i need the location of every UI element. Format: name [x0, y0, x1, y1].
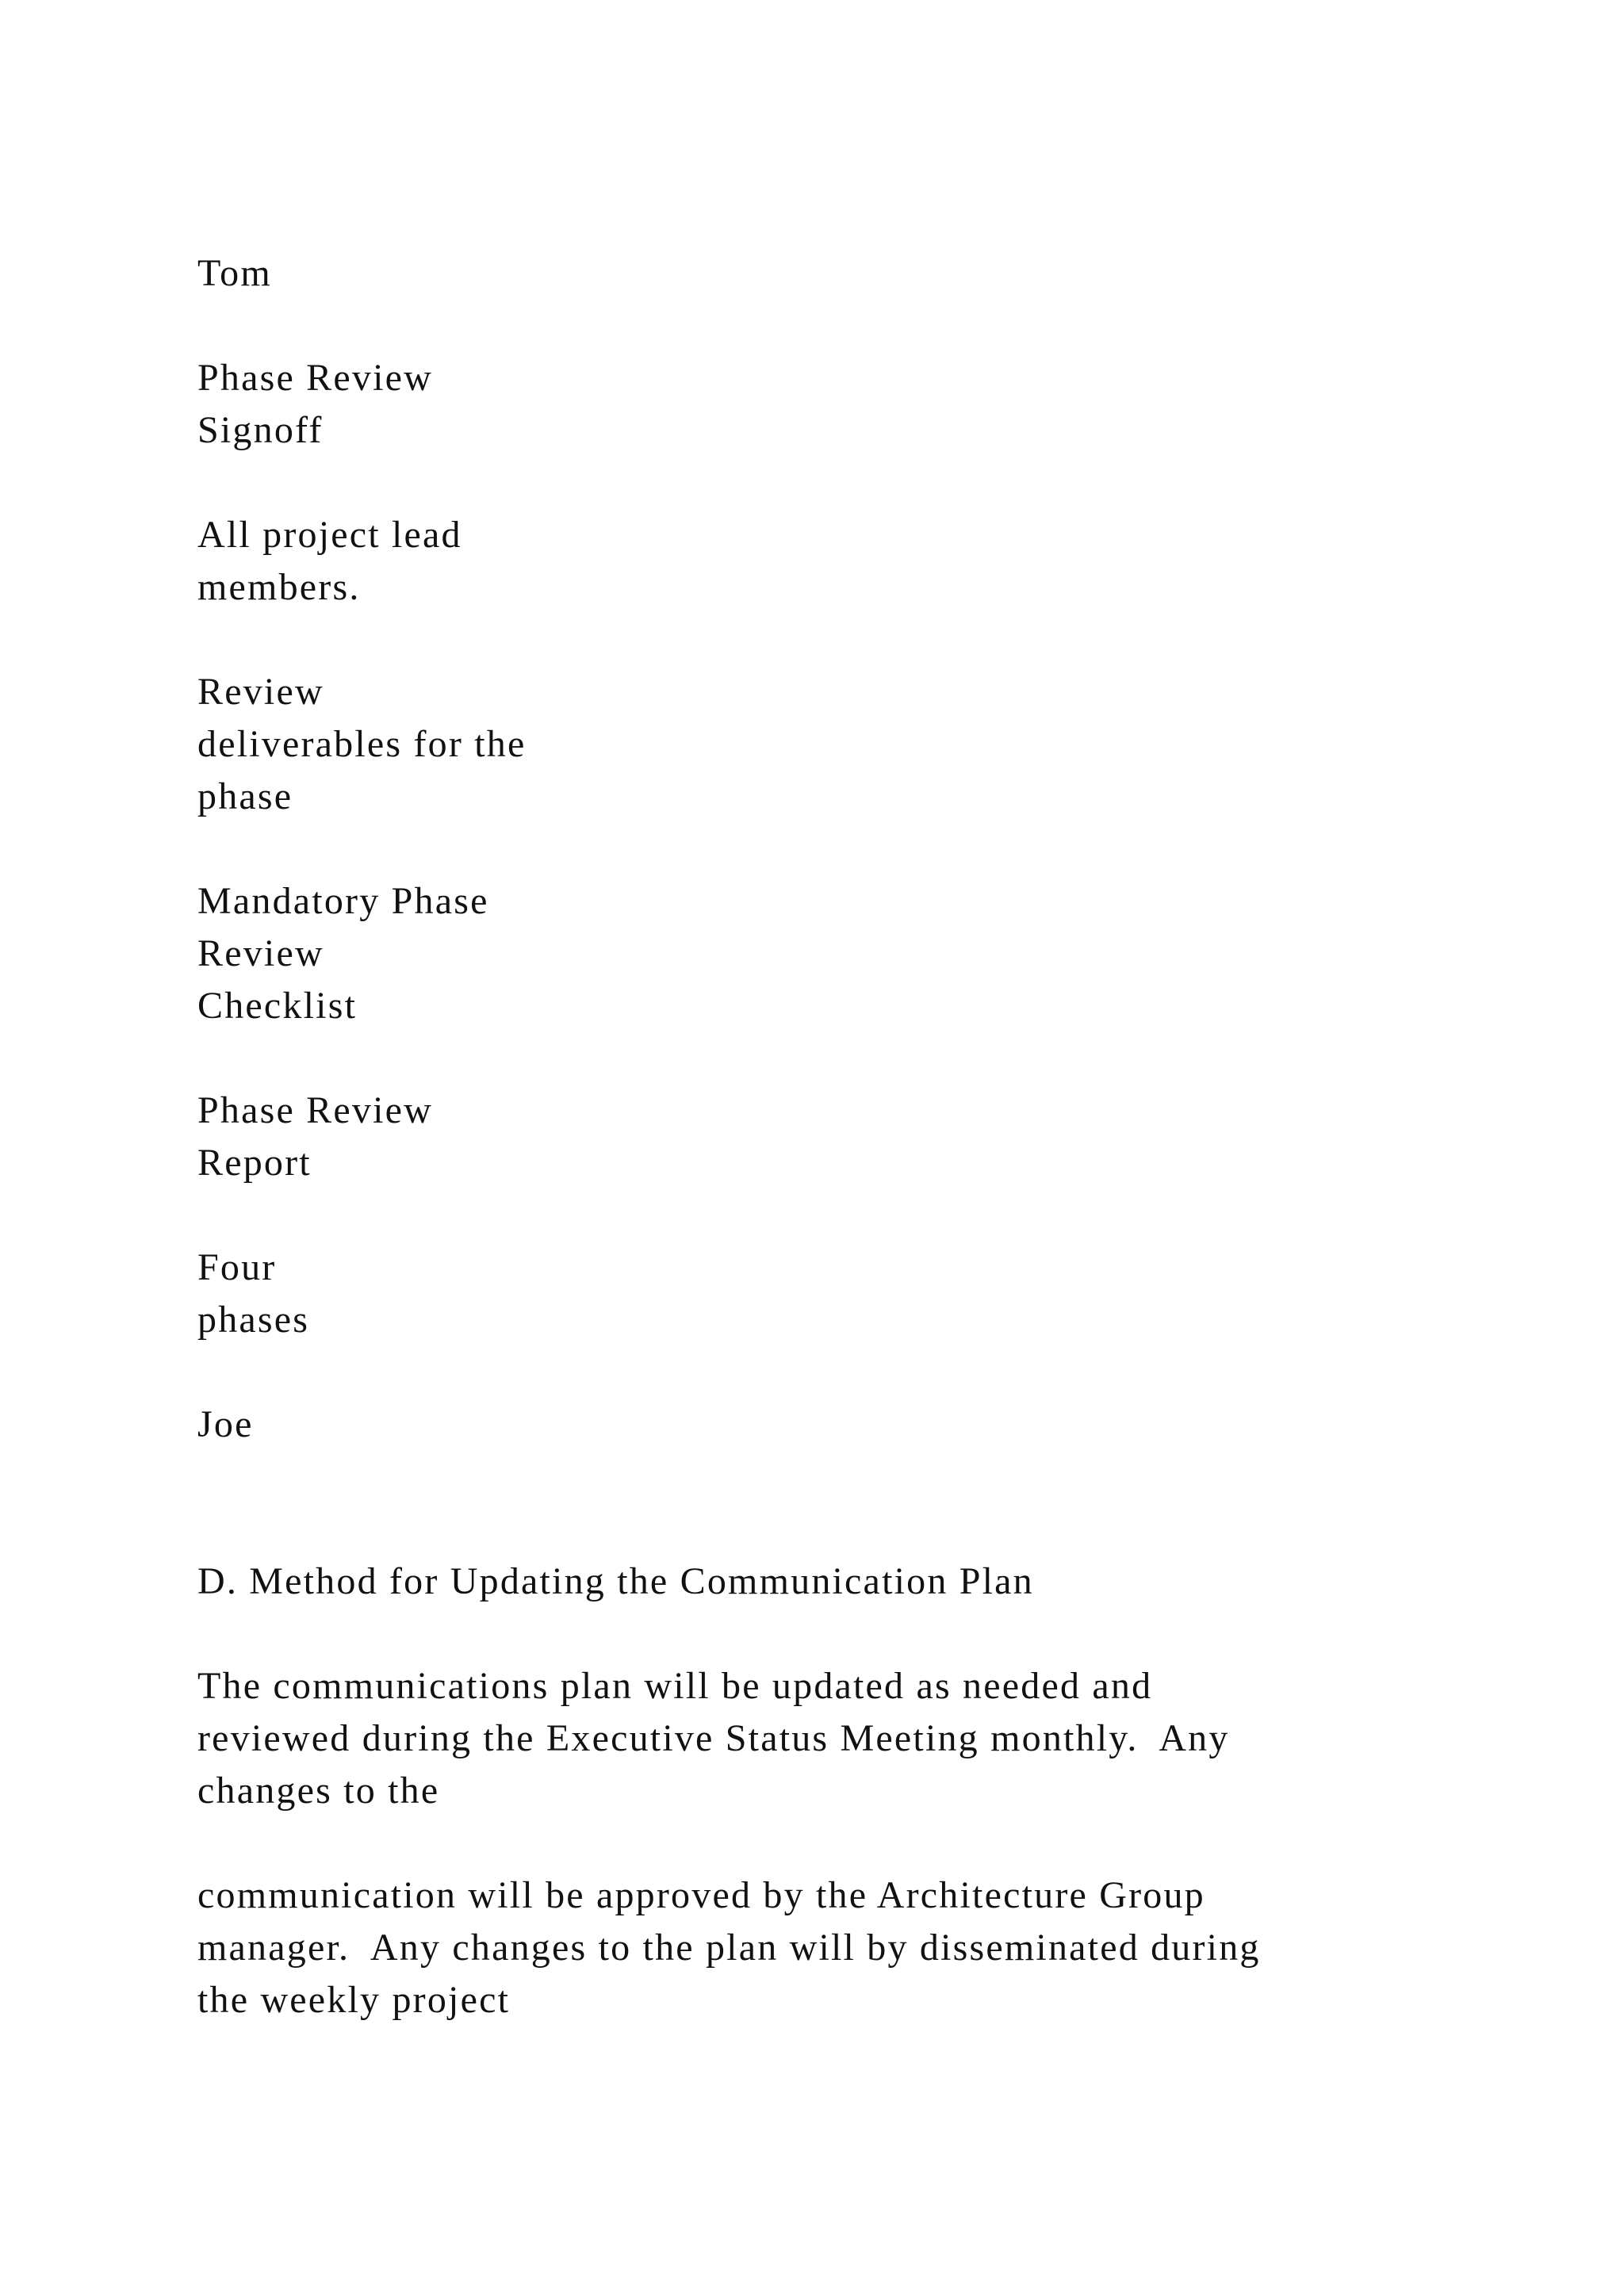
paragraph-line: manager. Any changes to the plan will by disseminated during — [197, 1927, 1261, 1969]
paragraph-line: reviewed during the Executive Status Meeting monthly. Any — [197, 1717, 1230, 1759]
cell-line: Tom — [197, 252, 272, 294]
paragraph-2 — [197, 1869, 1434, 2026]
cell-line: phases — [197, 1299, 310, 1341]
paragraph-line: The communications plan will be updated as needed and — [197, 1665, 1153, 1707]
paragraph-line: changes to the — [197, 1770, 440, 1812]
cell-line: Report — [197, 1142, 312, 1184]
cell-line: deliverables for the — [197, 723, 527, 765]
section-heading — [197, 1556, 1434, 1608]
cell-line: members. — [197, 566, 361, 608]
cell-line: Review — [197, 671, 324, 713]
cell-line: Four — [197, 1246, 277, 1288]
table-cell-communication-type — [197, 352, 1434, 457]
cell-line: Joe — [197, 1403, 254, 1445]
cell-line: Signoff — [197, 409, 324, 451]
paragraph-1 — [197, 1660, 1434, 1817]
table-cell-output — [197, 1085, 1434, 1189]
table-cell-input — [197, 875, 1434, 1032]
paragraph-line: the weekly project — [197, 1979, 511, 2021]
cell-line: Review — [197, 932, 324, 974]
document-body — [197, 247, 1434, 2079]
cell-line: phase — [197, 775, 293, 817]
cell-line: All project lead — [197, 514, 462, 556]
cell-line: Mandatory Phase — [197, 880, 489, 922]
table-cell-owner-joe — [197, 1399, 1434, 1451]
table-cell-frequency — [197, 1242, 1434, 1346]
table-cell-audience — [197, 509, 1434, 614]
cell-line: Phase Review — [197, 357, 434, 399]
table-cell-purpose — [197, 666, 1434, 823]
paragraph-line: communication will be approved by the Architecture Group — [197, 1874, 1205, 1916]
table-cell-owner-tom — [197, 247, 1434, 300]
cell-line: Checklist — [197, 985, 358, 1027]
cell-line: Phase Review — [197, 1089, 434, 1131]
heading-text: D. Method for Updating the Communication Plan — [197, 1560, 1034, 1602]
